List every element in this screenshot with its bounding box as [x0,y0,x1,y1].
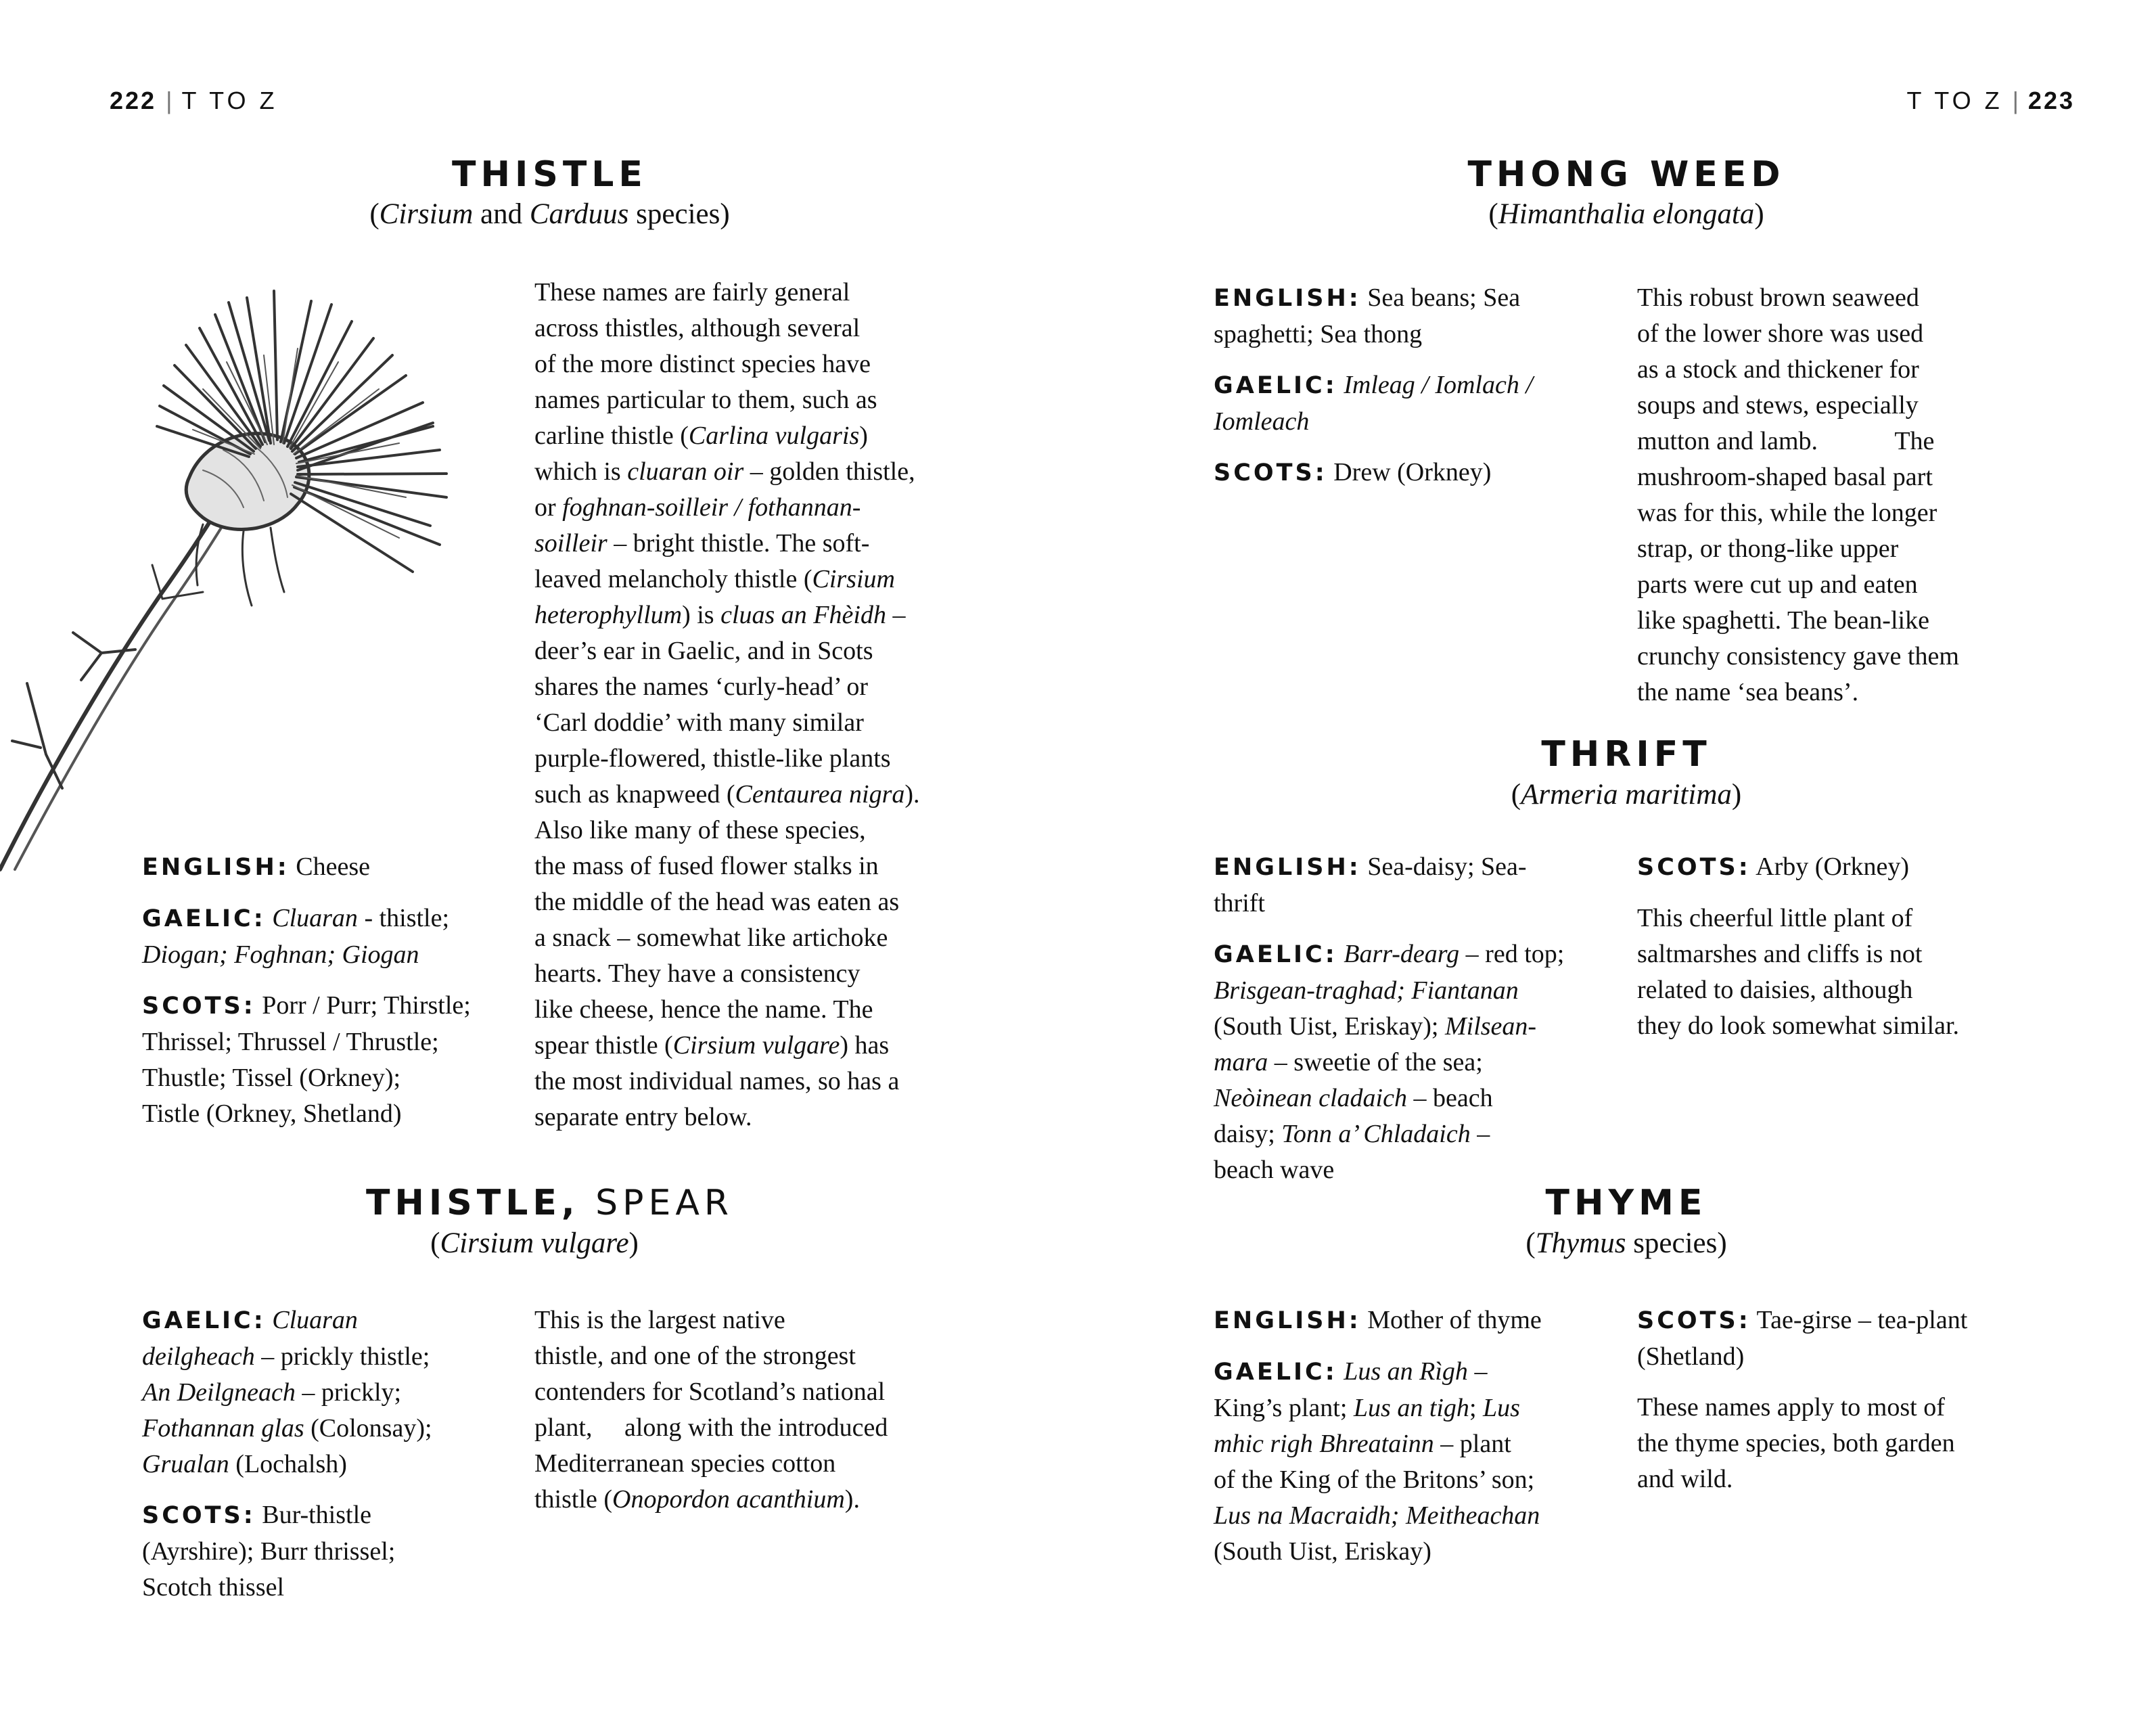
spear-thistle-scots-names: SCOTS: Bur-thistle (Ayrshire); Burr thrissel; Scotch thissel [142,1501,396,1602]
thyme-scots-column [1637,1302,2097,1497]
running-head-left: 222 | T TO Z [110,87,278,114]
thyme-english-names: ENGLISH: Mother of thyme [1214,1306,1542,1334]
thistle-gaelic-names: GAELIC: Cluaran - thistle; Diogan; Foghnan; Giogan [142,904,450,969]
entry-title-thrift: THRIFT [1541,734,1712,775]
spear-thistle-description: This is the largest native thistle, and one of the strongest contenders for Scotland’s national plant, along with the introduced Mediterranean species cotton thistle (Onopordon acanthium). [534,1306,888,1514]
entry-title-thyme: THYME [1545,1183,1707,1223]
thistle-english-names: ENGLISH: Cheese [142,853,370,881]
thistle-scots-names: SCOTS: Porr / Purr; Thirstle; Thrissel; Thrussel / Thrustle; Thustle; Tissel (Orkney); Tistle (Orkney, Shetland) [142,991,471,1128]
thrift-gaelic-names: GAELIC: Barr-dearg – red top; Brisgean-traghad; Fiantanan (South Uist, Eriskay); Milsean- mara – sweetie of the sea; Neòinean cladaich – beach daisy; Tonn a’ Chladaich – beach wave [1214,940,1565,1184]
thyme-description: These names apply to most of the thyme species, both garden and wild. [1637,1393,1955,1493]
thrift-scots-names: SCOTS: Arby (Orkney) [1637,853,1910,881]
thrift-names-column [1214,849,1633,1188]
thrift-description: This cheerful little plant of saltmarshes and cliffs is not related to daisies, although they do look somewhat similar. [1637,904,1960,1040]
thyme-gaelic-names: GAELIC: Lus an Rìgh – King’s plant; Lus an tigh; Lus mhic righ Bhreatainn – plant of the King of the Britons’ son; Lus na Macraidh; Meitheachan (South Uist, Eriskay) [1214,1357,1540,1566]
thong-weed-scots-names: SCOTS: Drew (Orkney) [1214,458,1492,486]
thistle-description: These names are fairly general across thistles, although several of the more distinct species have names particular to them, such as carline thistle (Carlina vulgaris) which is cluaran oir – golden thistle, or foghnan-soilleir / fothannan- soilleir – bright thistle. The soft- leaved melancholy thistle (Cirsium heterophyllum) is cluas an Fhèidh – deer’s ear in Gaelic, and in Scots shares the names ‘curly-head’ or ‘Carl doddie’ with many similar purple-flowered, thistle-like plants such as knapweed (Centaurea nigra). Also like many of these species, the mass of fused flower stalks in the middle of the head was eaten as a snack – somewhat like artichoke hearts. They have a consistency like cheese, hence the name. The spear thistle (Cirsium vulgare) has the most individual names, so has a separate entry below. [534,278,920,1131]
right-page [1078,0,2156,1726]
page-number: 222 [110,87,157,114]
thong-weed-english-names: ENGLISH: Sea beans; Sea spaghetti; Sea thong [1214,283,1521,348]
thrift-scots-column [1637,849,2097,1044]
entry-subtitle-thyme: (Thymus species) [1526,1227,1727,1259]
thyme-names-column [1214,1302,1633,1570]
entry-subtitle-thrift: (Armeria maritima) [1511,779,1742,811]
thong-weed-gaelic-names: GAELIC: Imleag / Iomlach / Iomleach [1214,371,1533,436]
spear-thistle-names-column [142,1302,528,1606]
page-number: 223 [2027,87,2075,114]
entry-title-thong-weed: THONG WEED [1467,154,1785,195]
entry-title-thistle: THISTLE [452,154,647,195]
section-label: T TO Z [1906,87,2003,114]
entry-subtitle-thistle: (Cirsium and Carduus species) [369,198,730,230]
thistle-names-column [142,849,528,1132]
thrift-english-names: ENGLISH: Sea-daisy; Sea- thrift [1214,853,1527,917]
thong-weed-names-column [1214,280,1633,491]
entry-subtitle-spear-thistle: (Cirsium vulgare) [430,1227,639,1259]
running-head-right: T TO Z | 223 [1906,87,2075,114]
section-label: T TO Z [181,87,278,114]
spear-thistle-gaelic-names: GAELIC: Cluaran deilgheach – prickly thistle; An Deilgneach – prickly; Fothannan glas (Colonsay); Grualan (Lochalsh) [142,1306,432,1478]
entry-title-spear-thistle: THISTLE, SPEAR [365,1183,734,1223]
thyme-scots-names: SCOTS: Tae-girse – tea-plant (Shetland) [1637,1306,1968,1371]
entry-subtitle-thong-weed: (Himanthalia elongata) [1488,198,1764,230]
thong-weed-description: This robust brown seaweed of the lower shore was used as a stock and thickener for soups and stews, especially mutton and lamb. The mushroom-shaped basal part was for this, while the longer strap, or thong-like upper parts were cut up and eaten like spaghetti. The bean-like crunchy consistency gave them the name ‘sea beans’. [1637,283,1959,706]
